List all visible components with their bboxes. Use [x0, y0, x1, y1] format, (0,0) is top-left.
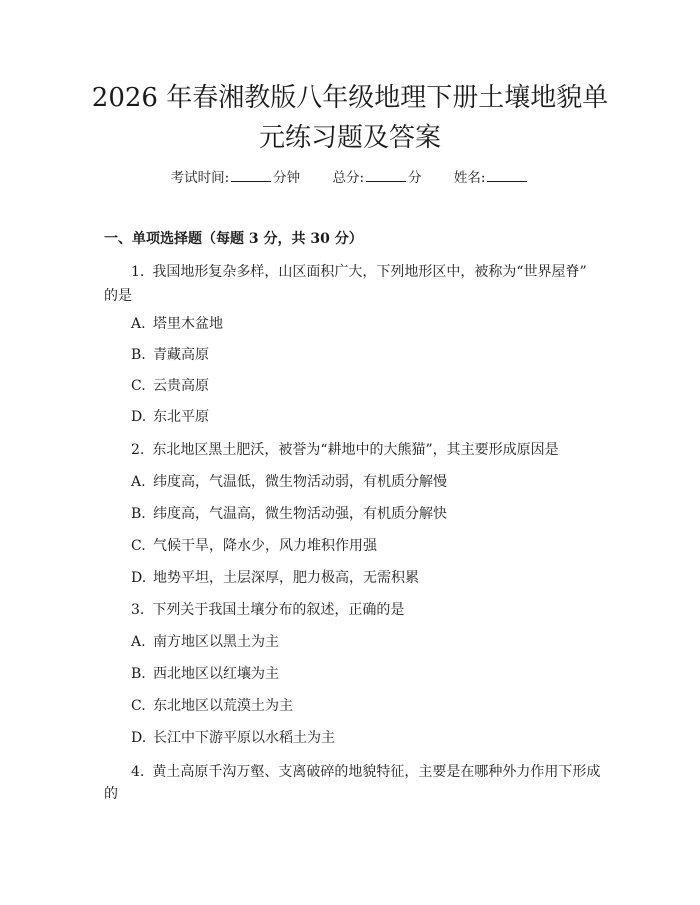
question-2-option-c[interactable] [131, 536, 377, 556]
exam-time-unit: 分钟 [273, 170, 301, 186]
exam-time-blank[interactable] [231, 168, 271, 182]
question-number: 3. [131, 602, 145, 618]
question-1-option-a[interactable] [131, 314, 223, 334]
option-letter: D. [131, 730, 147, 746]
question-4-stem [131, 762, 600, 782]
option-text: 纬度高，气温高，微生物活动强，有机质分解快 [153, 506, 447, 522]
student-name-label: 姓名: [453, 170, 486, 186]
option-text: 南方地区以黑土为主 [153, 634, 279, 650]
option-letter: A. [131, 474, 146, 490]
option-letter: C. [131, 538, 146, 554]
option-letter: A. [131, 634, 146, 650]
option-letter: D. [131, 409, 147, 425]
option-letter: A. [131, 316, 146, 332]
total-score-unit: 分 [408, 170, 422, 186]
question-1-stem [131, 262, 587, 282]
question-4-stem-cont: 的 [104, 786, 118, 802]
option-letter: C. [131, 378, 146, 394]
option-text: 地势平坦，土层深厚，肥力极高，无需积累 [153, 570, 419, 586]
option-text: 东北平原 [153, 409, 209, 425]
option-text: 青藏高原 [153, 347, 209, 363]
question-1-stem-cont: 的是 [104, 288, 132, 304]
question-2-stem [131, 440, 559, 460]
total-score-blank[interactable] [366, 168, 406, 182]
question-2-option-a[interactable] [131, 472, 447, 492]
option-text: 纬度高，气温低，微生物活动弱，有机质分解慢 [153, 474, 447, 490]
option-letter: C. [131, 698, 146, 714]
question-number: 2. [131, 442, 145, 458]
student-name-blank[interactable] [487, 168, 527, 182]
option-text: 西北地区以红壤为主 [153, 666, 279, 682]
option-letter: B. [131, 506, 146, 522]
exam-time-label: 考试时间: [170, 170, 230, 186]
question-1-option-b[interactable] [131, 345, 209, 365]
question-text: 下列关于我国土壤分布的叙述，正确的是 [152, 602, 405, 618]
student-name [454, 170, 530, 186]
option-text: 塔里木盆地 [153, 316, 223, 332]
question-3-option-d[interactable] [131, 728, 335, 748]
page-title-line-1: 2026 年春湘教版八年级地理下册土壤地貌单 [91, 83, 609, 113]
question-1-option-d[interactable] [131, 407, 209, 427]
question-3-option-a[interactable] [131, 632, 279, 652]
total-score-label: 总分: [332, 170, 365, 186]
page-title-line-2: 元练习题及答案 [258, 123, 441, 153]
exam-time [171, 170, 301, 186]
question-number: 4. [131, 764, 145, 780]
section-title: 一、单项选择题（每题 3 分，共 30 分） [104, 231, 363, 247]
exam-meta [0, 168, 700, 188]
question-text: 东北地区黑土肥沃，被誉为“耕地中的大熊猫”，其主要形成原因是 [152, 442, 559, 458]
question-3-stem [131, 600, 404, 620]
option-text: 长江中下游平原以水稻土为主 [153, 730, 335, 746]
question-number: 1. [131, 264, 145, 280]
question-2-option-d[interactable] [131, 568, 419, 588]
option-letter: B. [131, 666, 146, 682]
option-letter: B. [131, 347, 146, 363]
option-text: 云贵高原 [153, 378, 209, 394]
option-letter: D. [131, 570, 147, 586]
question-3-option-c[interactable] [131, 696, 293, 716]
question-text: 我国地形复杂多样，山区面积广大，下列地形区中，被称为“世界屋脊” [152, 264, 587, 280]
option-text: 东北地区以荒漠土为主 [153, 698, 293, 714]
question-3-option-b[interactable] [131, 664, 279, 684]
total-score [332, 170, 421, 186]
question-text: 黄土高原千沟万壑、支离破碎的地貌特征，主要是在哪种外力作用下形成 [152, 764, 601, 780]
option-text: 气候干旱，降水少，风力堆积作用强 [153, 538, 377, 554]
question-2-option-b[interactable] [131, 504, 447, 524]
question-1-option-c[interactable] [131, 376, 209, 396]
